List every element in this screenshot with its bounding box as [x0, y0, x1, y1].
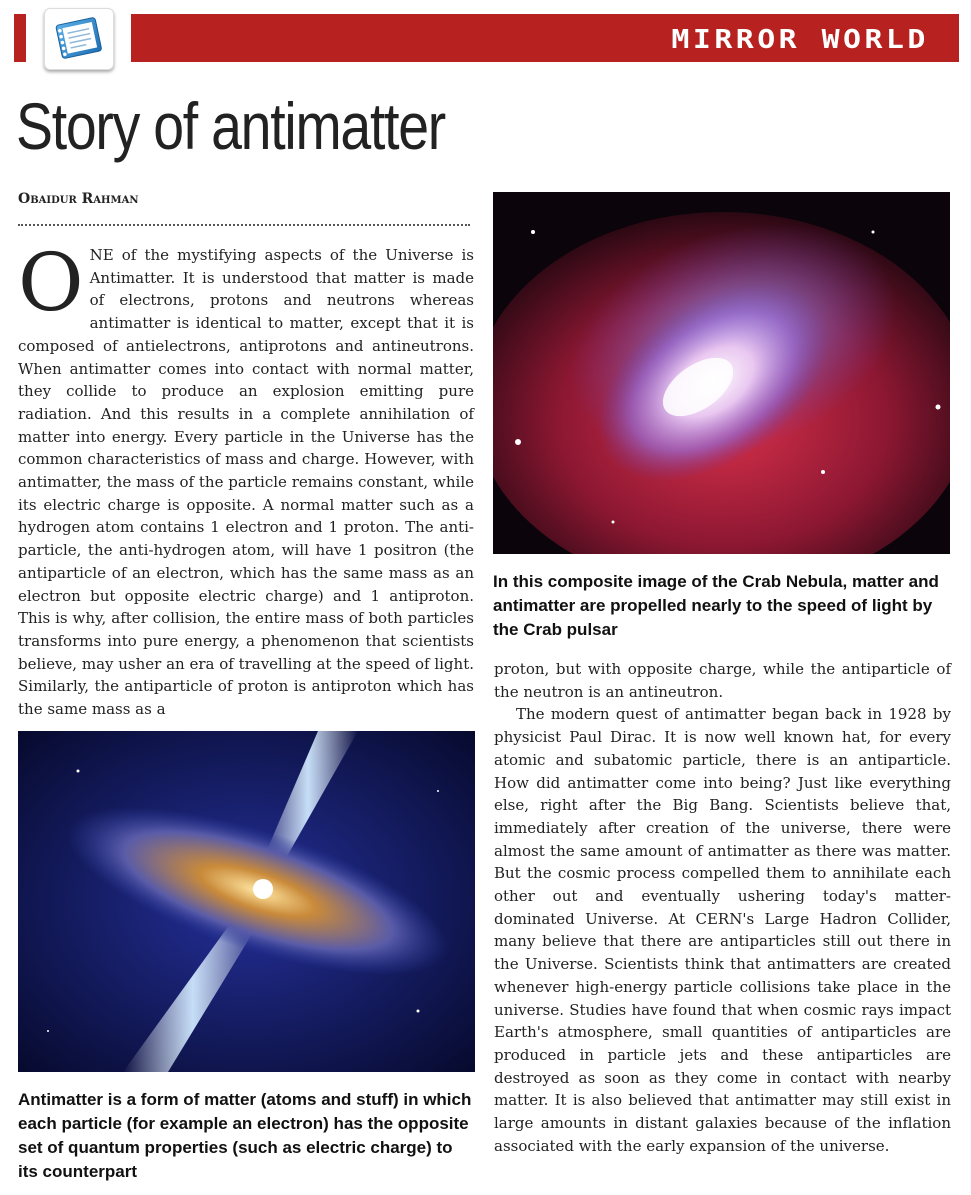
- accretion-disk-caption: Antimatter is a form of matter (atoms and stuff) in which each particle (for example an electron) has the opposite set of quantum properties (such as electric charge) to its counterpart: [18, 1090, 472, 1181]
- crab-nebula-image: [493, 192, 950, 554]
- article-body-right: [494, 658, 951, 1188]
- notebook-logo: [44, 8, 114, 70]
- body-paragraph-2: proton, but with opposite charge, while the antiparticle of the neutron is an antineutron.: [494, 660, 951, 701]
- crab-nebula-graphic: [493, 192, 950, 554]
- accretion-disk-image: [18, 731, 475, 1072]
- section-label: MIRROR WORLD: [671, 25, 929, 55]
- drop-cap: O: [18, 236, 84, 329]
- section-header-bar: [131, 14, 959, 62]
- body-paragraph-3: The modern quest of antimatter began back in 1928 by physicist Paul Dirac. It is now well known hat, for every atomic and subatomic particle, there is an antiparticle. How did antimatter come into being? Just like everything else, right after the Big Bang. Scientists believe that, immediately after creation of the universe, there were almost the same amount of antimatter as there was matter. But the cosmic process compelled them to annihilate each other out and eventually ushering today's matter-dominated Universe. At CERN's Large Hadron Collider, many believe that there are antiparticles still out there in the Universe. Scientists think that antimatters are created whenever high-energy particle collisions take place in the universe. Studies have found that when cosmic rays impact Earth's atmosphere, small quantities of antiparticles are produced in particle jets and these antiparticles are destroyed as soon as they come in contact with nearby matter. It is also believed that antimatter may still exist in large amounts in distant galaxies because of the inflation associated with the early expansion of the universe.: [494, 705, 951, 1155]
- article-title: Story of antimatter: [16, 89, 446, 163]
- byline-divider: [18, 224, 470, 226]
- article-byline: Obaidur Rahman: [18, 191, 139, 207]
- header-accent-stub: [14, 14, 26, 62]
- notebook-icon: [45, 9, 113, 69]
- crab-nebula-caption: In this composite image of the Crab Nebula, matter and antimatter are propelled nearly to the speed of light by the Crab pulsar: [493, 572, 939, 639]
- body-paragraph-1: NE of the mystifying aspects of the Universe is Antimatter. It is understood that matter is made of electrons, protons and neutrons whereas antimatter is identical to matter, except that it is composed of antielectrons, antiprotons and antineutrons. When antimatter comes into contact with normal matter, they collide to produce an explosion emitting pure radiation. And this results in a complete annihilation of matter into energy. Every particle in the Universe has the common characteristics of mass and charge. However, with antimatter, the mass of the particle remains constant, while its electric charge is opposite. A normal matter such as a hydrogen atom contains 1 electron and 1 proton. The anti-particle, the anti-hydrogen atom, will have 1 positron (the antiparticle of an electron, which has the same mass as an electron but opposite electric charge) and 1 antiproton. This is why, after collision, the entire mass of both particles transforms into pure energy, a phenomenon that scientists believe, may usher an era of travelling at the speed of light. Similarly, the antiparticle of proton is antiproton which has the same mass as a: [18, 246, 474, 719]
- accretion-disk-graphic: [18, 731, 475, 1072]
- article-body-left: [18, 236, 474, 719]
